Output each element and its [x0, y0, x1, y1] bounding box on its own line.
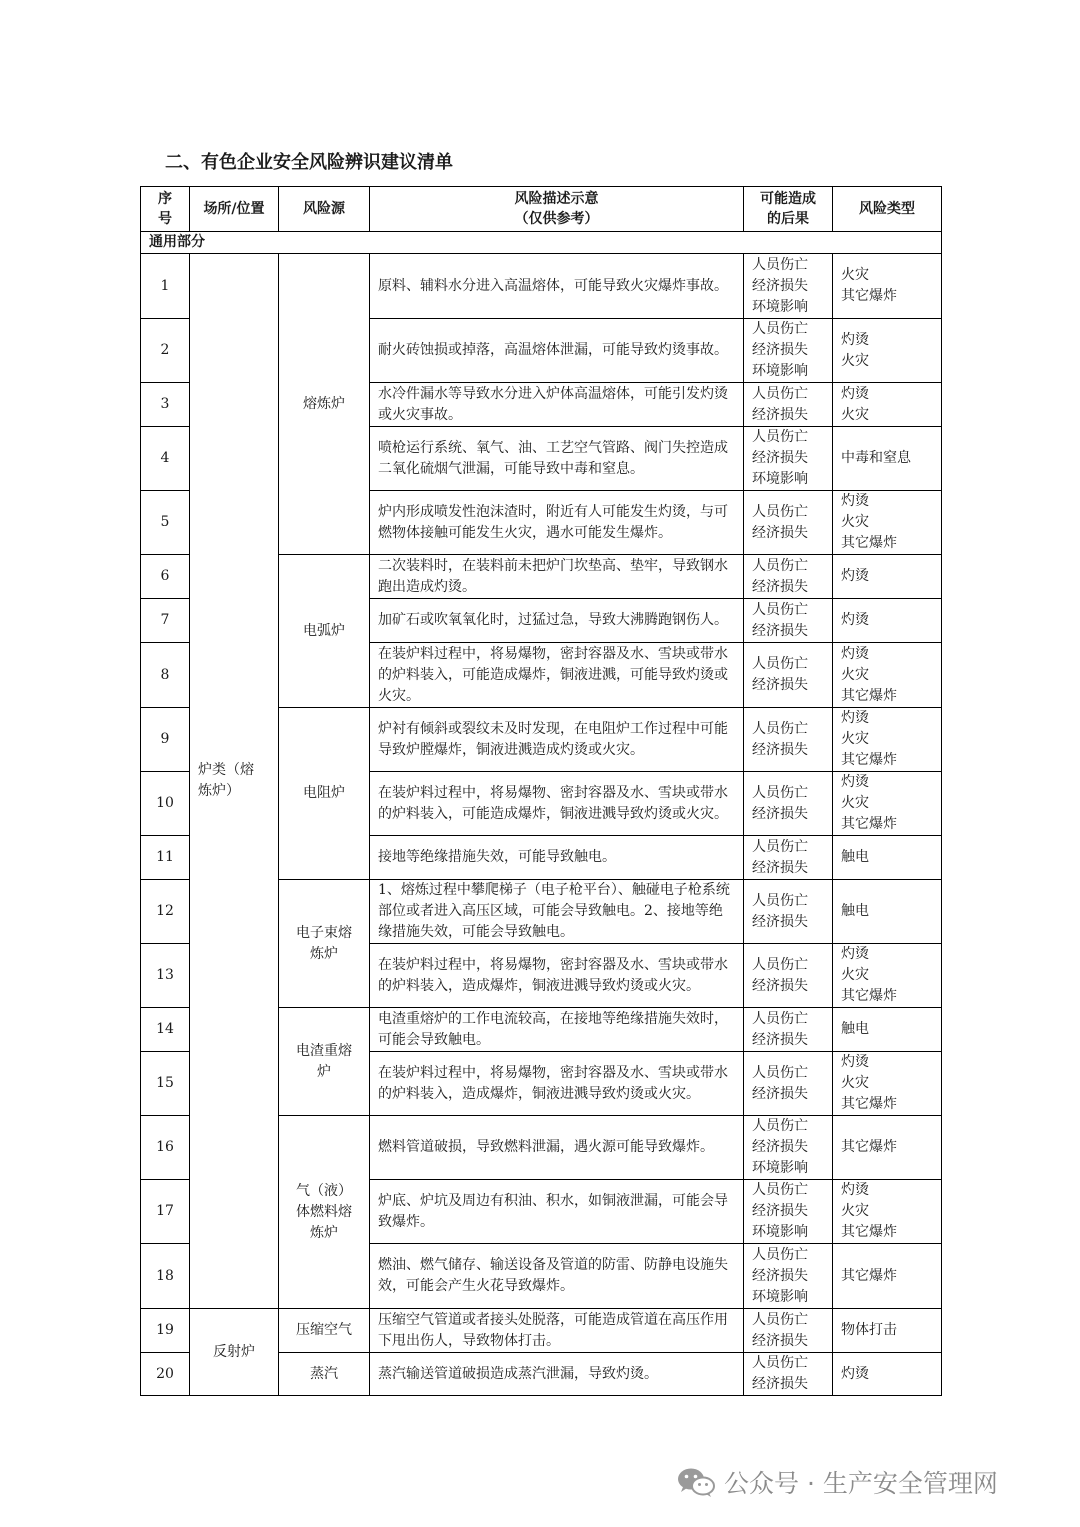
- table-header-row: [141, 187, 942, 232]
- row-number: 8: [141, 643, 190, 708]
- consequence-cell: 人员伤亡 经济损失 环境影响: [744, 427, 833, 491]
- risk-description: 在装炉料过程中，将易爆物，密封容器及水、雪块或带水的炉料装入，可能造成爆炸，铜液进溅，可能导致灼烫或火灾。: [370, 643, 744, 708]
- risk-description: 炉衬有倾斜或裂纹未及时发现，在电阻炉工作过程中可能导致炉膛爆炸，铜液进溅造成灼烫或火灾。: [370, 708, 744, 772]
- risk-type-cell: 火灾 其它爆炸: [833, 254, 942, 319]
- consequence-cell: 人员伤亡 经济损失 环境影响: [744, 1116, 833, 1180]
- source-cell: 电渣重熔 炉: [279, 1008, 370, 1116]
- place-cell: 炉类（熔 炼炉）: [190, 254, 279, 1309]
- risk-type-cell: 其它爆炸: [833, 1244, 942, 1309]
- risk-type-cell: 灼烫 火灾: [833, 383, 942, 427]
- risk-type-cell: 灼烫 火灾 其它爆炸: [833, 643, 942, 708]
- risk-description: 原料、辅料水分进入高温熔体，可能导致火灾爆炸事故。: [370, 254, 744, 319]
- source-cell: 电子束熔 炼炉: [279, 880, 370, 1008]
- consequence-cell: 人员伤亡 经济损失 环境影响: [744, 319, 833, 383]
- watermark-text: 公众号 · 生产安全管理网: [724, 1469, 998, 1498]
- risk-type-cell: 灼烫 火灾 其它爆炸: [833, 772, 942, 836]
- risk-description: 喷枪运行系统、氧气、油、工艺空气管路、阀门失控造成二氧化硫烟气泄漏，可能导致中毒和窒息。: [370, 427, 744, 491]
- row-number: 16: [141, 1116, 190, 1180]
- risk-description: 电渣重熔炉的工作电流较高，在接地等绝缘措施失效时，可能会导致触电。: [370, 1008, 744, 1052]
- risk-type-cell: 灼烫: [833, 555, 942, 599]
- risk-description: 加矿石或吹氧氧化时，过猛过急，导致大沸腾跑钢伤人。: [370, 599, 744, 643]
- consequence-cell: 人员伤亡 经济损失 环境影响: [744, 1180, 833, 1244]
- consequence-cell: 人员伤亡 经济损失: [744, 599, 833, 643]
- consequence-cell: 人员伤亡 经济损失 环境影响: [744, 254, 833, 319]
- row-number: 11: [141, 836, 190, 880]
- row-number: 14: [141, 1008, 190, 1052]
- document-heading: 二、有色企业安全风险辨识建议清单: [165, 152, 453, 173]
- source-cell: 压缩空气: [279, 1309, 370, 1353]
- section-row: [141, 232, 942, 254]
- consequence-cell: 人员伤亡 经济损失: [744, 708, 833, 772]
- consequence-cell: 人员伤亡 经济损失: [744, 772, 833, 836]
- risk-table: [140, 186, 942, 1396]
- source-cell: 气（液） 体燃料熔 炼炉: [279, 1116, 370, 1309]
- risk-description: 在装炉料过程中，将易爆物、密封容器及水、雪块或带水的炉料装入，可能造成爆炸，铜液进溅导致灼烫或火灾。: [370, 772, 744, 836]
- consequence-cell: 人员伤亡 经济损失: [744, 491, 833, 555]
- consequence-cell: 人员伤亡 经济损失: [744, 643, 833, 708]
- row-number: 18: [141, 1244, 190, 1309]
- risk-description: 耐火砖蚀损或掉落，高温熔体泄漏，可能导致灼烫事故。: [370, 319, 744, 383]
- risk-type-cell: 触电: [833, 880, 942, 944]
- consequence-cell: 人员伤亡 经济损失: [744, 880, 833, 944]
- risk-type-cell: 触电: [833, 836, 942, 880]
- risk-description: 在装炉料过程中，将易爆物，密封容器及水、雪块或带水的炉料装入，造成爆炸，铜液进溅导致灼烫或火灾。: [370, 944, 744, 1008]
- source-cell: 电弧炉: [279, 555, 370, 708]
- row-number: 9: [141, 708, 190, 772]
- row-number: 4: [141, 427, 190, 491]
- row-number: 2: [141, 319, 190, 383]
- row-number: 15: [141, 1052, 190, 1116]
- source-cell: 电阻炉: [279, 708, 370, 880]
- header-no: 序 号: [141, 187, 190, 232]
- risk-description: 燃油、燃气储存、输送设备及管道的防雷、防静电设施失效，可能会产生火花导致爆炸。: [370, 1244, 744, 1309]
- row-number: 20: [141, 1353, 190, 1396]
- row-number: 1: [141, 254, 190, 319]
- header-description: 风险描述示意 （仅供参考）: [370, 187, 744, 232]
- risk-description: 压缩空气管道或者接头处脱落，可能造成管道在高压作用下甩出伤人，导致物体打击。: [370, 1309, 744, 1353]
- risk-type-cell: 灼烫: [833, 1353, 942, 1396]
- risk-type-cell: 灼烫 火灾 其它爆炸: [833, 1052, 942, 1116]
- consequence-cell: 人员伤亡 经济损失 环境影响: [744, 1244, 833, 1309]
- risk-type-cell: 物体打击: [833, 1309, 942, 1353]
- row-number: 12: [141, 880, 190, 944]
- risk-description: 炉内形成喷发性泡沫渣时，附近有人可能发生灼烫，与可燃物体接触可能发生火灾，遇水可能发生爆炸。: [370, 491, 744, 555]
- section-label: 通用部分: [141, 232, 942, 254]
- risk-type-cell: 触电: [833, 1008, 942, 1052]
- consequence-cell: 人员伤亡 经济损失: [744, 555, 833, 599]
- consequence-cell: 人员伤亡 经济损失: [744, 836, 833, 880]
- watermark: [676, 1462, 998, 1502]
- row-number: 17: [141, 1180, 190, 1244]
- source-cell: 蒸汽: [279, 1353, 370, 1396]
- table-row: [141, 254, 942, 319]
- place-cell: 反射炉: [190, 1309, 279, 1396]
- risk-description: 水冷件漏水等导致水分进入炉体高温熔体，可能引发灼烫或火灾事故。: [370, 383, 744, 427]
- risk-description: 蒸汽输送管道破损造成蒸汽泄漏，导致灼烫。: [370, 1353, 744, 1396]
- risk-type-cell: 中毒和窒息: [833, 427, 942, 491]
- consequence-cell: 人员伤亡 经济损失: [744, 1052, 833, 1116]
- risk-type-cell: 灼烫 火灾 其它爆炸: [833, 1180, 942, 1244]
- risk-description: 二次装料时，在装料前未把炉门坎垫高、垫牢，导致钢水跑出造成灼烫。: [370, 555, 744, 599]
- wechat-icon: [676, 1466, 716, 1498]
- consequence-cell: 人员伤亡 经济损失: [744, 1309, 833, 1353]
- risk-type-cell: 灼烫 火灾 其它爆炸: [833, 708, 942, 772]
- risk-description: 燃料管道破损，导致燃料泄漏，遇火源可能导致爆炸。: [370, 1116, 744, 1180]
- risk-type-cell: 灼烫 火灾: [833, 319, 942, 383]
- consequence-cell: 人员伤亡 经济损失: [744, 383, 833, 427]
- header-source: 风险源: [279, 187, 370, 232]
- risk-type-cell: 灼烫: [833, 599, 942, 643]
- row-number: 5: [141, 491, 190, 555]
- row-number: 6: [141, 555, 190, 599]
- risk-description: 1、熔炼过程中攀爬梯子（电子枪平台）、触碰电子枪系统部位或者进入高压区域，可能会导致触电。2、接地等绝缘措施失效，可能会导致触电。: [370, 880, 744, 944]
- risk-description: 炉底、炉坑及周边有积油、积水，如铜液泄漏，可能会导致爆炸。: [370, 1180, 744, 1244]
- header-place: 场所/位置: [190, 187, 279, 232]
- risk-description: 在装炉料过程中，将易爆物，密封容器及水、雪块或带水的炉料装入，造成爆炸，铜液进溅导致灼烫或火灾。: [370, 1052, 744, 1116]
- row-number: 10: [141, 772, 190, 836]
- row-number: 19: [141, 1309, 190, 1353]
- consequence-cell: 人员伤亡 经济损失: [744, 1008, 833, 1052]
- row-number: 3: [141, 383, 190, 427]
- row-number: 13: [141, 944, 190, 1008]
- risk-type-cell: 灼烫 火灾 其它爆炸: [833, 491, 942, 555]
- source-cell: 熔炼炉: [279, 254, 370, 555]
- table-row: [141, 1309, 942, 1353]
- risk-description: 接地等绝缘措施失效，可能导致触电。: [370, 836, 744, 880]
- consequence-cell: 人员伤亡 经济损失: [744, 1353, 833, 1396]
- consequence-cell: 人员伤亡 经济损失: [744, 944, 833, 1008]
- header-risk-type: 风险类型: [833, 187, 942, 232]
- risk-type-cell: 灼烫 火灾 其它爆炸: [833, 944, 942, 1008]
- row-number: 7: [141, 599, 190, 643]
- header-consequence: 可能造成 的后果: [744, 187, 833, 232]
- risk-type-cell: 其它爆炸: [833, 1116, 942, 1180]
